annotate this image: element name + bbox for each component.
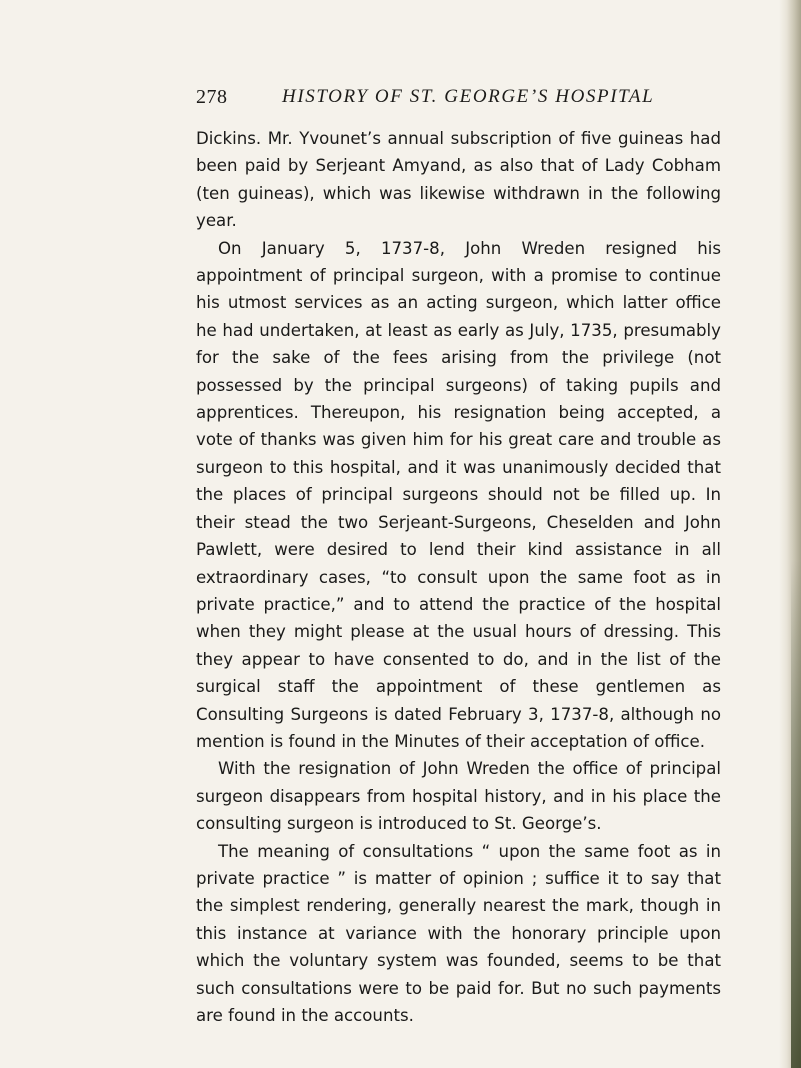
running-title: HISTORY OF ST. GEORGE’S HOSPITAL	[282, 86, 655, 107]
page-number: 278	[196, 86, 228, 108]
paragraph-3: With the resignation of John Wreden the office of principal surgeon disappears from hospital history, and in his place the consulting surgeon is introduced to St. George’s.	[196, 759, 721, 834]
paragraph-4: The meaning of consultations “ upon the same foot as in private practice ” is matter of opinion ; suffice it to say that the simplest rendering, generally nearest the mark, though in this instance at variance with the honorary principle upon which the voluntary system was founded, seems to be that such consultations were to be paid for. But no such payments are found in the accounts.	[196, 841, 721, 1025]
paragraph-2: On January 5, 1737-8, John Wreden resigned his appointment of principal surgeon, with a promise to continue his utmost services as an acting surgeon, which latter office he had undertaken, at least as early as July, 1735, presumably for the sake of the fees arising from the privilege (not possessed by the principal surgeons) of taking pupils and apprentices. Thereupon, his resignation being accepted, a vote of thanks was given him for his great care and trouble as surgeon to this hospital, and it was unanimously decided that the places of principal surgeons should not be filled up. In their stead the two Serjeant-Surgeons, Cheselden and John Pawlett, were desired to lend their kind assistance in all extraordinary cases, “to consult upon the same foot as in private practice,” and to attend the practice of the hospital when they might please at the usual hours of dressing. This they appear to have consented to do, and in the list of the surgical staff the appointment of these gentlemen as Consulting Surgeons is dated February 3, 1737-8, although no mention is found in the Minutes of their acceptation of office.	[196, 238, 721, 751]
page-edge-stain	[791, 560, 801, 1068]
body-text	[196, 125, 721, 1029]
paragraph-1: Dickins. Mr. Yvounet’s annual subscription of five guineas had been paid by Serjeant Amyand, as also that of Lady Cobham (ten guineas), which was likewise withdrawn in the following year.	[196, 129, 721, 231]
running-header	[196, 86, 655, 114]
